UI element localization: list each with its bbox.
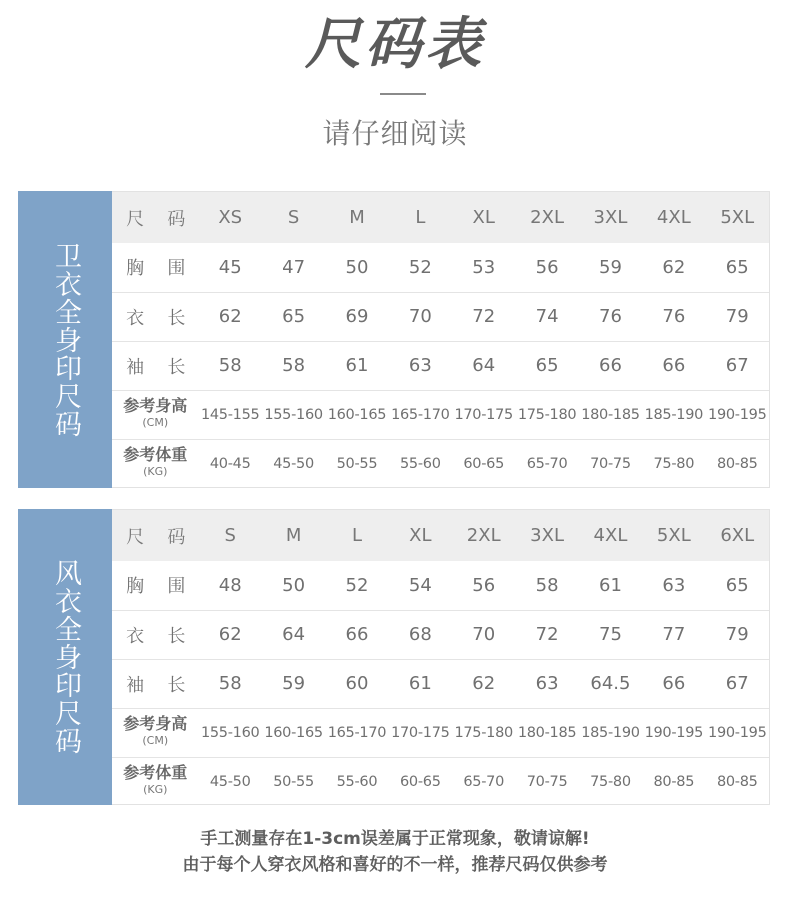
- header-row: [112, 192, 769, 243]
- ref-label-cell: [112, 390, 199, 439]
- value-cell: 65: [725, 574, 749, 596]
- range-cell: 80-85: [653, 773, 695, 790]
- ref-unit: (CM): [142, 734, 169, 747]
- value-cell: 60: [345, 673, 369, 694]
- ref-label-text: 参考体重: [123, 445, 188, 465]
- range-cell: 75-80: [590, 773, 631, 790]
- value-cell: 76: [662, 306, 686, 327]
- note-recommendation: 由于每个人穿衣风格和喜好的不一样，推荐尺码仅供参考: [182, 855, 608, 875]
- value-cell: 74: [535, 306, 559, 327]
- size-header-cell: L: [351, 525, 362, 546]
- row-ref-weight: [112, 757, 769, 806]
- value-cell: 65: [535, 355, 559, 376]
- value-cell: 58: [535, 574, 559, 596]
- value-cell: 62: [218, 624, 242, 645]
- ref-unit: (KG): [143, 783, 168, 797]
- value-cell: 75: [599, 624, 622, 645]
- range-cell: 70-75: [526, 773, 568, 790]
- row-label: 胸: [126, 576, 145, 598]
- row-label: 围: [167, 576, 186, 598]
- range-cell: 60-65: [400, 773, 441, 790]
- value-cell: 62: [662, 256, 686, 278]
- ref-label: [112, 447, 199, 480]
- range-cell: 45-50: [273, 455, 314, 472]
- size-header-cell: 4XL: [656, 207, 691, 228]
- row-ref-weight: [112, 439, 769, 488]
- size-header-cell: 5XL: [720, 207, 755, 228]
- row-label: 衣: [126, 625, 145, 647]
- size-header-cell: 3XL: [593, 207, 628, 228]
- value-cell: 65: [282, 306, 306, 327]
- side-panel: [18, 191, 112, 488]
- page-title: 尺码表: [305, 12, 485, 77]
- range-cell: 50-55: [336, 455, 378, 472]
- row-label: 胸: [126, 258, 145, 280]
- row-label: 长: [167, 307, 186, 329]
- value-cell: 64: [472, 355, 496, 376]
- range-cell: 80-85: [716, 455, 758, 472]
- range-cell: 75-80: [653, 455, 695, 472]
- row-label: 袖: [126, 356, 145, 378]
- value-cell: 67: [725, 673, 749, 694]
- value-cell: 48: [218, 574, 242, 596]
- range-cell: 155-160: [264, 406, 323, 423]
- value-cell: 58: [218, 673, 242, 694]
- ref-label-text: 参考体重: [123, 763, 188, 783]
- range-cell: 180-185: [581, 406, 640, 423]
- value-cell: 52: [345, 574, 369, 596]
- size-label: 码: [167, 526, 186, 548]
- range-cell: 80-85: [716, 773, 758, 790]
- range-cell: 145-155: [200, 406, 260, 423]
- range-cell: 185-190: [581, 724, 640, 741]
- value-cell: 54: [408, 574, 432, 596]
- range-cell: 45-50: [209, 773, 251, 790]
- range-cell: 60-65: [463, 455, 505, 472]
- size-header-cell: S: [224, 525, 236, 546]
- range-cell: 65-70: [526, 455, 568, 472]
- range-cell: 160-165: [327, 406, 387, 423]
- row-ref-height: [112, 390, 769, 439]
- value-cell: 59: [282, 673, 306, 694]
- row-label: 衣: [126, 307, 145, 329]
- size-header-cell: M: [285, 525, 302, 546]
- size-table: [112, 192, 769, 488]
- size-label: 尺: [126, 208, 145, 230]
- range-cell: 155-160: [200, 724, 260, 741]
- row-chest: [112, 561, 769, 610]
- range-cell: 170-175: [454, 406, 513, 423]
- value-cell: 56: [472, 574, 496, 596]
- header-row: [112, 510, 769, 561]
- value-cell: 62: [218, 306, 242, 327]
- value-cell: 58: [282, 355, 306, 376]
- value-cell: 50: [282, 574, 306, 596]
- value-cell: 50: [345, 256, 369, 278]
- row-label: 长: [167, 625, 186, 647]
- range-cell: 70-75: [590, 455, 631, 472]
- value-cell: 45: [218, 256, 242, 278]
- range-cell: 175-180: [517, 406, 577, 423]
- value-cell: 61: [345, 355, 369, 376]
- value-cell: 65: [725, 256, 749, 278]
- value-cell: 63: [535, 673, 559, 694]
- value-cell: 66: [662, 355, 686, 376]
- size-header-cell: XS: [218, 207, 243, 228]
- page-subtitle: 请仔细阅读: [322, 117, 468, 150]
- size-label: 尺: [126, 526, 145, 548]
- range-cell: 175-180: [454, 724, 513, 741]
- ref-label: [112, 398, 199, 431]
- row-ref-height: [112, 708, 769, 757]
- row-label: 长: [167, 356, 186, 378]
- size-header-cell: 4XL: [593, 525, 628, 546]
- ref-label-text: 参考身高: [123, 396, 188, 415]
- size-header-cell: 3XL: [530, 525, 564, 546]
- row-length: [112, 610, 769, 659]
- value-cell: 79: [725, 306, 749, 327]
- size-table: [112, 510, 769, 806]
- value-cell: 72: [472, 306, 496, 327]
- value-cell: 61: [599, 574, 622, 596]
- value-cell: 77: [662, 624, 686, 645]
- range-cell: 190-195: [708, 724, 767, 741]
- range-cell: 170-175: [391, 724, 450, 741]
- ref-label-text: 参考身高: [123, 714, 188, 733]
- row-sleeve: [112, 341, 769, 390]
- value-cell: 69: [345, 306, 369, 327]
- row-label: 围: [167, 258, 186, 280]
- range-cell: 190-195: [708, 406, 767, 423]
- size-header-cell: 2XL: [466, 525, 501, 546]
- value-cell: 56: [535, 256, 559, 278]
- row-chest: [112, 243, 769, 292]
- size-header-cell: XL: [409, 525, 432, 546]
- value-cell: 66: [662, 673, 686, 694]
- value-cell: 70: [408, 306, 432, 327]
- side-panel: [18, 509, 112, 805]
- value-cell: 67: [725, 355, 749, 376]
- ref-label: [112, 716, 199, 749]
- size-header-cell: 6XL: [720, 525, 755, 546]
- value-cell: 66: [345, 624, 369, 645]
- value-cell: 58: [218, 355, 242, 376]
- size-chart-hoodie: [18, 191, 770, 488]
- value-cell: 53: [472, 256, 496, 278]
- title-divider: [380, 93, 426, 95]
- ref-unit: (CM): [142, 416, 169, 429]
- size-header-cell: L: [415, 207, 426, 228]
- row-label: 袖: [126, 674, 145, 696]
- size-label: 码: [167, 208, 186, 230]
- size-header-cell: 5XL: [656, 525, 691, 546]
- value-cell: 63: [662, 574, 686, 596]
- range-cell: 165-170: [391, 406, 450, 423]
- size-header-cell: S: [287, 207, 300, 228]
- size-header-cell: XL: [472, 207, 495, 228]
- range-cell: 65-70: [463, 773, 505, 790]
- ref-label-cell: [112, 757, 199, 806]
- row-sleeve: [112, 659, 769, 708]
- range-cell: 190-195: [644, 724, 704, 741]
- value-cell: 64: [282, 624, 306, 645]
- value-cell: 79: [725, 624, 749, 645]
- ref-label: [112, 765, 199, 798]
- value-cell: 64.5: [590, 673, 631, 694]
- ref-unit: (KG): [143, 465, 168, 479]
- value-cell: 63: [408, 355, 432, 376]
- range-cell: 185-190: [644, 406, 704, 423]
- side-label: 风衣全身印尺码: [50, 559, 81, 755]
- ref-label-cell: [112, 708, 199, 757]
- range-cell: 40-45: [209, 455, 251, 472]
- value-cell: 76: [599, 306, 622, 327]
- size-header-cell: M: [349, 207, 365, 228]
- value-cell: 47: [282, 256, 306, 278]
- size-chart-windbreaker: [18, 509, 770, 805]
- value-cell: 72: [535, 624, 559, 645]
- value-cell: 61: [408, 673, 432, 694]
- range-cell: 165-170: [327, 724, 387, 741]
- row-label: 长: [167, 674, 186, 696]
- range-cell: 55-60: [336, 773, 378, 790]
- value-cell: 68: [408, 624, 432, 645]
- range-cell: 180-185: [517, 724, 577, 741]
- range-cell: 160-165: [264, 724, 323, 741]
- value-cell: 70: [472, 624, 496, 645]
- side-label: 卫衣全身印尺码: [50, 241, 81, 438]
- size-header-cell: 2XL: [530, 207, 564, 228]
- ref-label-cell: [112, 439, 199, 488]
- note-measurement-error: 手工测量存在1-3cm误差属于正常现象，敬请谅解!: [200, 829, 590, 849]
- value-cell: 52: [408, 256, 432, 278]
- value-cell: 59: [599, 256, 622, 278]
- row-length: [112, 292, 769, 341]
- value-cell: 62: [472, 673, 496, 694]
- range-cell: 50-55: [273, 773, 314, 790]
- range-cell: 55-60: [400, 455, 441, 472]
- value-cell: 66: [599, 355, 622, 376]
